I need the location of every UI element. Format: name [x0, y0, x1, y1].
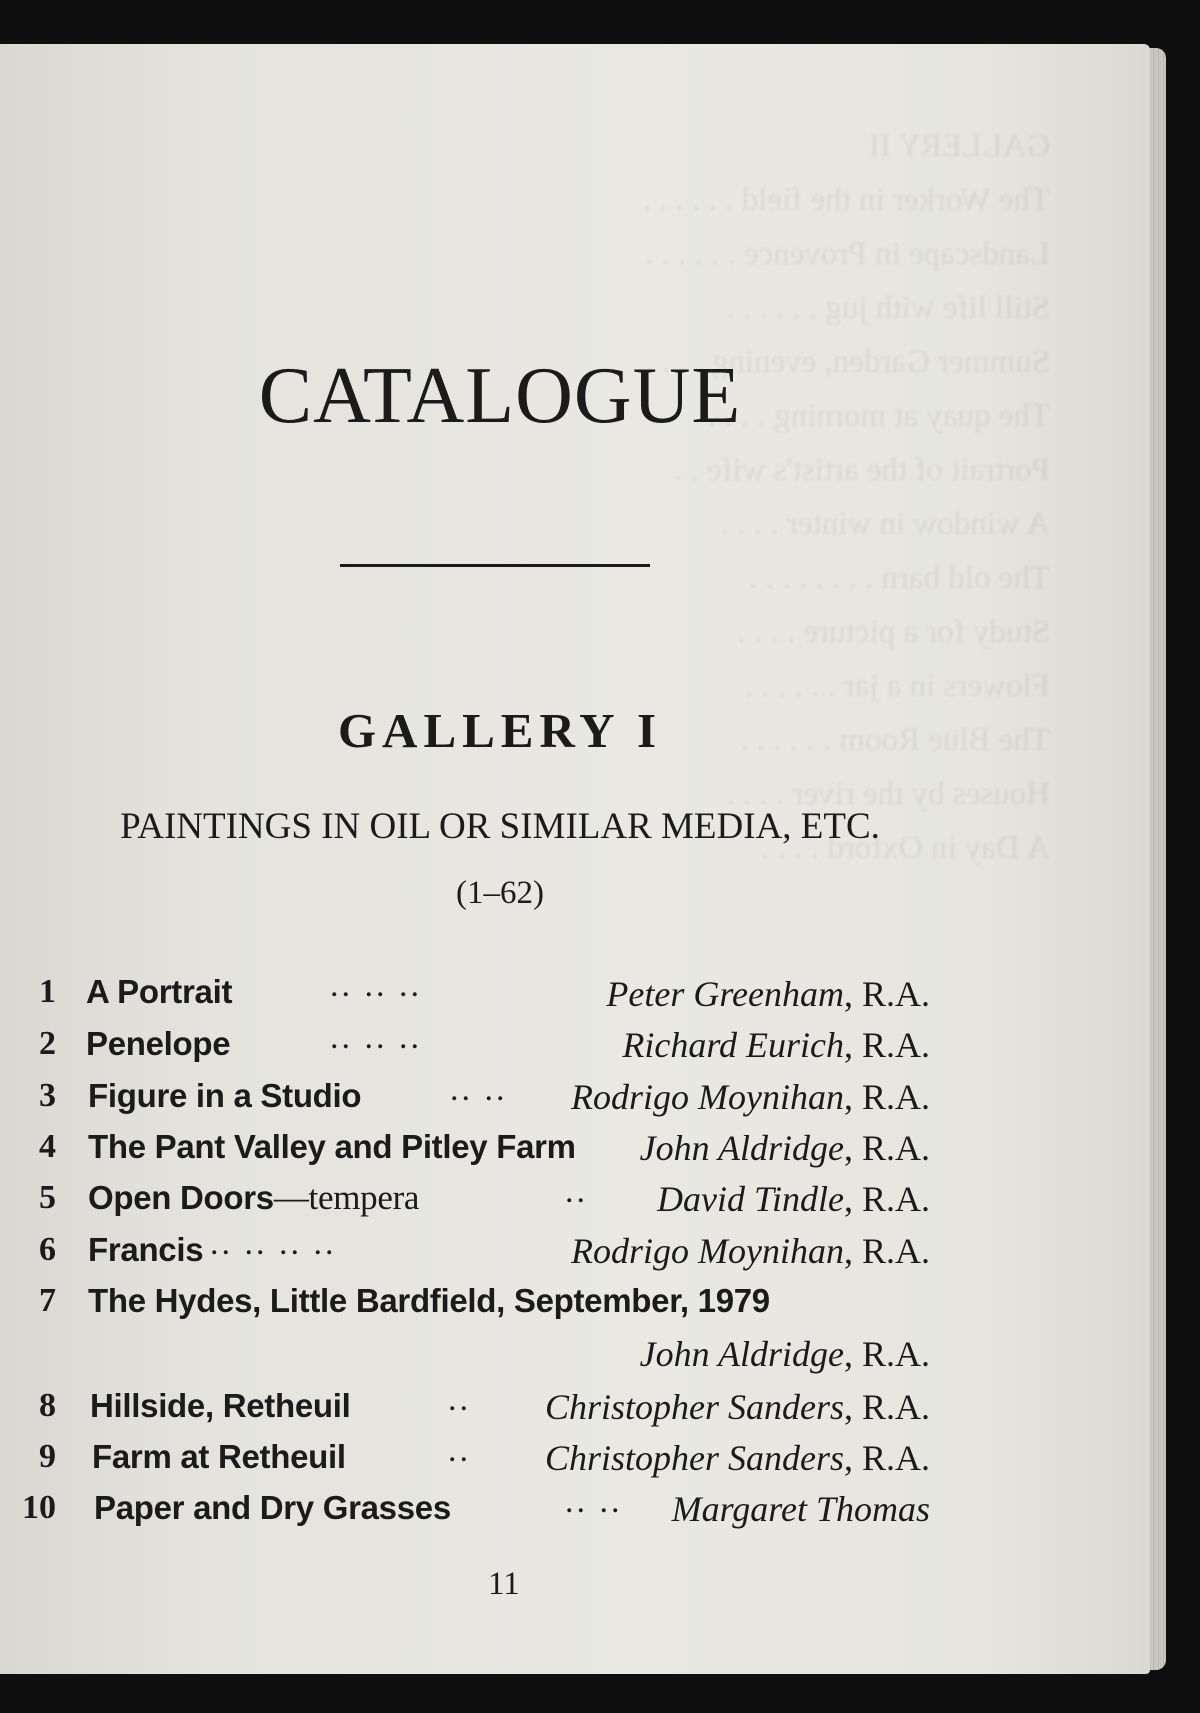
entry-number: 1 [39, 973, 56, 1010]
artist-name: Christopher Sanders [544, 1387, 844, 1427]
artist-name: Richard Eurich [622, 1025, 844, 1065]
catalogue-heading: CATALOGUE [258, 352, 742, 440]
entry-title: The Pant Valley and Pitley Farm [88, 1128, 576, 1165]
entry-title: Figure in a Studio [88, 1077, 362, 1114]
entry-title: Francis [88, 1231, 204, 1268]
artist-name: Christopher Sanders [544, 1438, 844, 1478]
artist-honour: , R.A. [843, 1077, 930, 1117]
artist-name: Peter Greenham [606, 974, 844, 1014]
artist-name: Rodrigo Moynihan [571, 1077, 844, 1117]
entry-artist [545, 1438, 930, 1478]
leader-dots: .. [448, 1432, 471, 1469]
artist-name: Rodrigo Moynihan [571, 1231, 844, 1271]
catalogue-page [0, 44, 1150, 1674]
work-title: Open Doors [88, 1179, 274, 1216]
entry-artist [545, 1387, 930, 1427]
entry-number: 7 [39, 1282, 56, 1319]
artist-honour: , R.A. [843, 1025, 930, 1065]
entry-title [88, 1178, 419, 1218]
artist-honour: , R.A. [843, 1438, 930, 1478]
entry-number: 2 [39, 1025, 56, 1062]
entry-number: 4 [39, 1128, 56, 1165]
entry-artist [622, 1025, 930, 1065]
entry-title: Paper and Dry Grasses [94, 1489, 451, 1526]
entry-title: A Portrait [86, 973, 233, 1010]
entry-number: 9 [39, 1438, 56, 1475]
entry-artist [672, 1489, 930, 1529]
artist-honour: , R.A. [843, 1231, 930, 1271]
leader-dots: .. .. [565, 1483, 623, 1520]
artist-name: John Aldridge [639, 1334, 844, 1374]
artist-honour: , R.A. [843, 1179, 930, 1219]
entry-number: 5 [39, 1179, 56, 1216]
artist-honour: , R.A. [843, 974, 930, 1014]
artist-honour: , R.A. [843, 1128, 930, 1168]
leader-dots: .. .. .. .. [210, 1225, 337, 1262]
entry-number: 3 [39, 1077, 56, 1114]
entry-artist [571, 1231, 930, 1271]
leader-dots: .. [448, 1381, 471, 1418]
artist-name: David Tindle [656, 1179, 844, 1219]
section-subtitle: PAINTINGS IN OIL OR SIMILAR MEDIA, ETC. [120, 806, 880, 847]
entry-number: 10 [22, 1489, 56, 1526]
leader-dots: .. .. .. [330, 967, 422, 1004]
artist-name: Margaret Thomas [671, 1489, 930, 1529]
leader-dots: .. .. [450, 1071, 508, 1108]
leader-dots: .. .. .. [330, 1019, 422, 1056]
entry-number: 6 [39, 1231, 56, 1268]
artist-name: John Aldridge [639, 1128, 844, 1168]
catalogue-entries [0, 44, 1100, 1644]
leader-dots: .. [565, 1173, 588, 1210]
show-through-text: GALLERY II The Worker in the field . . . . . . Landscape in Provence . . . . . . Still life with jug . . . . . . Summer Garden, evening . . . . The quay at morning . . . . Portrait of the artist's wife . . A window in winter . . . . The old barn . . . . . . . . Study for a picture . . . . Flowers in a jar . . . . . . The Blue Room . . . . . . Houses by the river . . . . A Day in Oxford . . . . [642, 128, 1050, 866]
entry-artist [657, 1179, 930, 1219]
entry-artist [571, 1077, 930, 1117]
entry-artist [640, 1128, 930, 1168]
gallery-heading: GALLERY I [337, 703, 663, 758]
page-number: 11 [488, 1566, 520, 1602]
entry-artist [606, 974, 930, 1014]
entry-title: Farm at Retheuil [92, 1438, 346, 1475]
catalogue-range: (1–62) [456, 875, 544, 911]
entry-title: Penelope [86, 1025, 231, 1062]
entry-artist [640, 1334, 930, 1374]
entry-title: Hillside, Retheuil [90, 1387, 351, 1424]
artist-honour: , R.A. [843, 1387, 930, 1427]
entry-title: The Hydes, Little Bardfield, September, 1979 [88, 1282, 770, 1319]
entry-number: 8 [39, 1387, 56, 1424]
work-medium: —tempera [273, 1178, 420, 1217]
artist-honour: , R.A. [843, 1334, 930, 1374]
